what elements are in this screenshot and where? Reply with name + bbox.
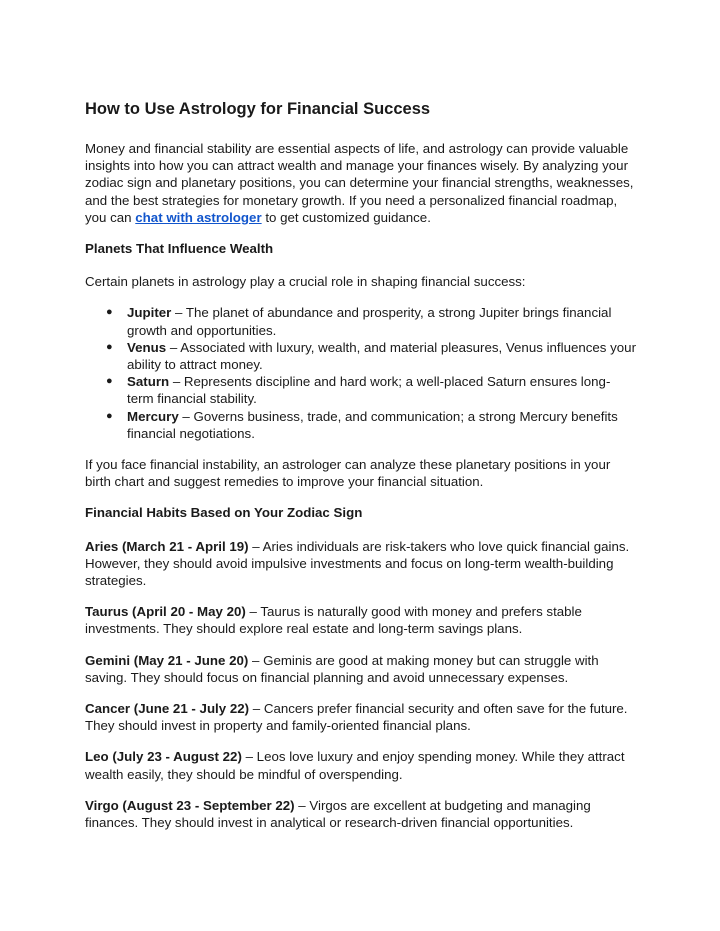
planets-outro: If you face financial instability, an astrologer can analyze these planetary positions in your birth chart and suggest remedies to improve your financial situation. bbox=[85, 457, 611, 490]
sign-text: – Cancers prefer financial security and often save for the future. They should invest in property and family-oriented financial plans. bbox=[85, 701, 628, 734]
sign-paragraph bbox=[85, 797, 636, 831]
planets-lead: Certain planets in astrology play a crucial role in shaping financial success: bbox=[85, 274, 526, 290]
planet-name: Jupiter bbox=[127, 305, 172, 321]
intro-text: Money and financial stability are essential aspects of life, and astrology can provide valuable insights into how you can attract wealth and manage your finances wisely. By analyzing your zodiac sign and planetary positions, you can determine your financial strengths, weaknesses, and the best strategies for monetary growth. If you need a personalized financial roadmap, you can bbox=[85, 141, 634, 225]
planet-text: – Governs business, trade, and communication; a strong Mercury benefits financial negotiations. bbox=[127, 408, 618, 441]
sign-text: – Virgos are excellent at budgeting and managing finances. They should invest in analytical or research-driven financial opportunities. bbox=[85, 797, 591, 831]
planet-name: Venus bbox=[127, 339, 167, 355]
zodiac-heading: Financial Habits Based on Your Zodiac Sign bbox=[85, 505, 363, 521]
sign-paragraph bbox=[85, 603, 636, 637]
sign-name: Gemini (May 21 - June 20) bbox=[85, 652, 249, 668]
sign-paragraph bbox=[85, 652, 636, 686]
sign-name: Virgo (August 23 - September 22) bbox=[85, 797, 295, 813]
list-item bbox=[106, 304, 636, 338]
sign-paragraph bbox=[85, 700, 636, 734]
sign-name: Cancer (June 21 - July 22) bbox=[85, 701, 250, 717]
planet-text: – Associated with luxury, wealth, and material pleasures, Venus influences your ability to attract money. bbox=[127, 339, 637, 373]
sign-paragraph bbox=[85, 748, 636, 782]
bullet-icon: ● bbox=[106, 409, 113, 422]
list-item bbox=[106, 408, 636, 442]
sign-name: Leo (July 23 - August 22) bbox=[85, 749, 242, 765]
intro-paragraph bbox=[85, 140, 636, 226]
intro-text-end: to get customized guidance. bbox=[261, 209, 431, 225]
sign-paragraph bbox=[85, 538, 636, 590]
planet-text: – The planet of abundance and prosperity, a strong Jupiter brings financial growth and opportunities. bbox=[127, 305, 612, 338]
sign-text: – Leos love luxury and enjoy spending money. While they attract wealth easily, they should be mindful of overspending. bbox=[85, 749, 625, 782]
bullet-icon: ● bbox=[106, 306, 113, 319]
page-title: How to Use Astrology for Financial Success bbox=[85, 100, 431, 118]
chat-with-astrologer-link[interactable]: chat with astrologer bbox=[135, 209, 262, 225]
sign-text: – Aries individuals are risk-takers who love quick financial gains. However, they should avoid impulsive investments and focus on long-term wealth-building strategies. bbox=[85, 538, 630, 589]
list-item bbox=[106, 373, 636, 407]
planet-text: – Represents discipline and hard work; a well-placed Saturn ensures long-term financial stability. bbox=[127, 374, 611, 407]
planets-heading: Planets That Influence Wealth bbox=[85, 241, 274, 257]
sign-name: Taurus (April 20 - May 20) bbox=[85, 604, 246, 620]
sign-text: – Geminis are good at making money but can struggle with saving. They should focus on financial planning and avoid unnecessary expenses. bbox=[85, 652, 599, 685]
bullet-icon: ● bbox=[106, 340, 113, 353]
bullet-icon: ● bbox=[106, 375, 113, 388]
sign-text: – Taurus is naturally good with money and prefers stable investments. They should explore real estate and long-term savings plans. bbox=[85, 604, 582, 637]
planet-name: Saturn bbox=[127, 374, 170, 390]
list-item bbox=[106, 339, 637, 373]
planet-name: Mercury bbox=[127, 408, 179, 424]
sign-name: Aries (March 21 - April 19) bbox=[85, 538, 249, 554]
planets-list bbox=[85, 304, 636, 442]
